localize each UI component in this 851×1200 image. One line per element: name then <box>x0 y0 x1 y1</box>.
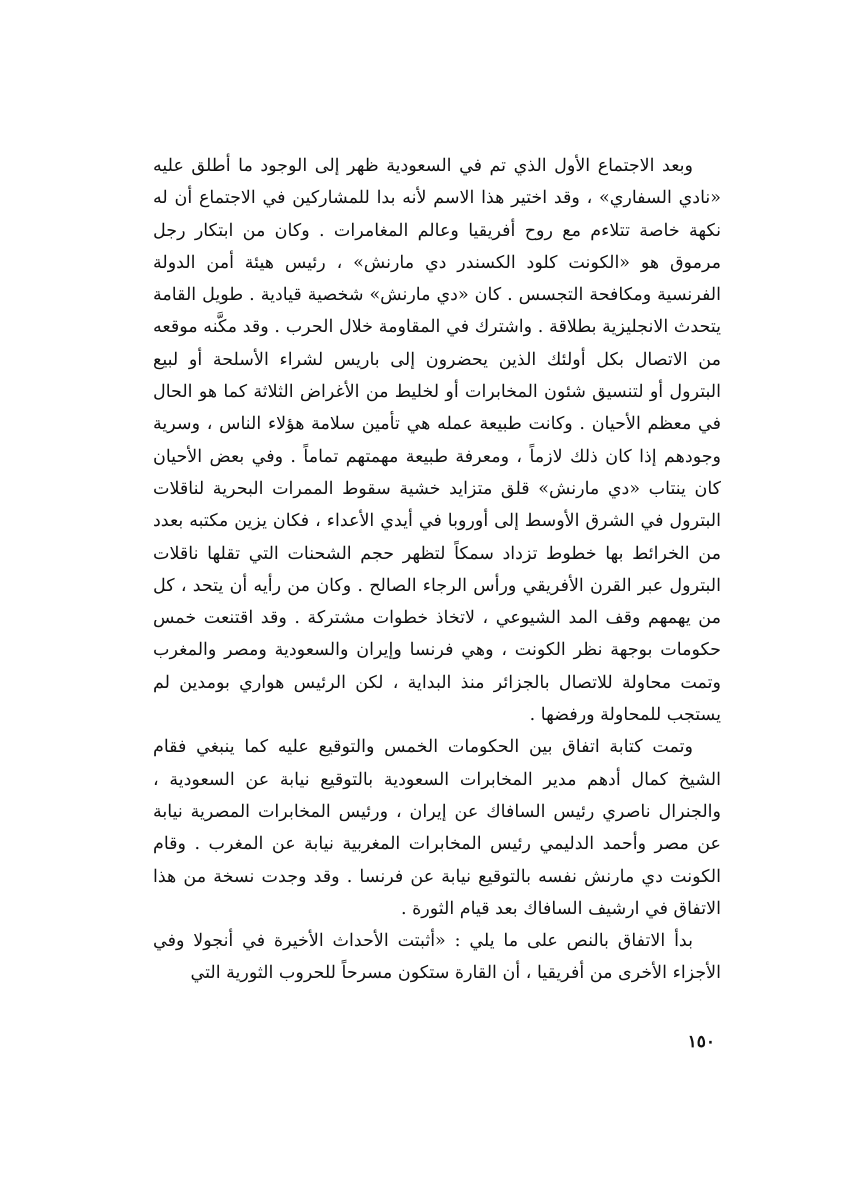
paragraph-agreement-signing: وتمت كتابة اتفاق بين الحكومات الخمس والتوقيع عليه كما ينبغي فقام الشيخ كمال أدهم مدير المخابرات السعودية بالتوقيع نيابة عن السعودية ، والجنرال ناصري رئيس السافاك عن إيران ، ورئيس المخابرات المصرية نيابة عن مصر وأحمد الدليمي رئيس المخابرات المغربية نيابة عن المغرب . وقام الكونت دي مارنش نفسه بالتوقيع نيابة عن فرنسا . وقد وجدت نسخة من هذا الاتفاق في ارشيف السافاك بعد قيام الثورة . <box>153 737 721 919</box>
body-text <box>153 150 721 990</box>
paragraph-agreement-text: بدأ الاتفاق بالنص على ما يلي : «أثبتت الأحداث الأخيرة في أنجولا وفي الأجزاء الأخرى من أفريقيا ، أن القارة ستكون مسرحاً للحروب الثورية التي <box>153 931 721 984</box>
paragraph-safari-club: وبعد الاجتماع الأول الذي تم في السعودية ظهر إلى الوجود ما أطلق عليه «نادي السفاري» ، وقد اختير هذا الاسم لأنه بدا للمشاركين في الاجتماع أن له نكهة خاصة تتلاءم مع روح أفريقيا وعالم المغامرات . وكان من ابتكار رجل مرموق هو «الكونت كلود الكسندر دي مارنش» ، رئيس هيئة أمن الدولة الفرنسية ومكافحة التجسس . كان «دي مارنش» شخصية قيادية . طويل القامة يتحدث الانجليزية بطلاقة . واشترك في المقاومة خلال الحرب . وقد مكَّنه موقعه من الاتصال بكل أولئك الذين يحضرون إلى باريس لشراء الأسلحة أو لبيع البترول أو لتنسيق شئون المخابرات أو لخليط من الأغراض الثلاثة كما هو الحال في معظم الأحيان . وكانت طبيعة عمله هي تأمين سلامة هؤلاء الناس ، وسرية وجودهم إذا كان ذلك لازماً ، ومعرفة طبيعة مهمتهم تماماً . وفي بعض الأحيان كان ينتاب «دي مارنش» قلق متزايد خشية سقوط الممرات البحرية لناقلات البترول في الشرق الأوسط إلى أوروبا في أيدي الأعداء ، فكان يزين مكتبه بعدد من الخرائط بها خطوط تزداد سمكاً لتظهر حجم الشحنات التي تقلها ناقلات البترول عبر القرن الأفريقي ورأس الرجاء الصالح . وكان من رأيه أن يتحد ، كل من يهمهم وقف المد الشيوعي ، لاتخاذ خطوات مشتركة . وقد اقتنعت خمس حكومات بوجهة نظر الكونت ، وهي فرنسا وإيران والسعودية ومصر والمغرب وتمت محاولة للاتصال بالجزائر منذ البداية ، لكن الرئيس هواري بومدين لم يستجب للمحاولة ورفضها . <box>153 156 721 726</box>
page-number: ١٥٠ <box>687 1032 715 1052</box>
